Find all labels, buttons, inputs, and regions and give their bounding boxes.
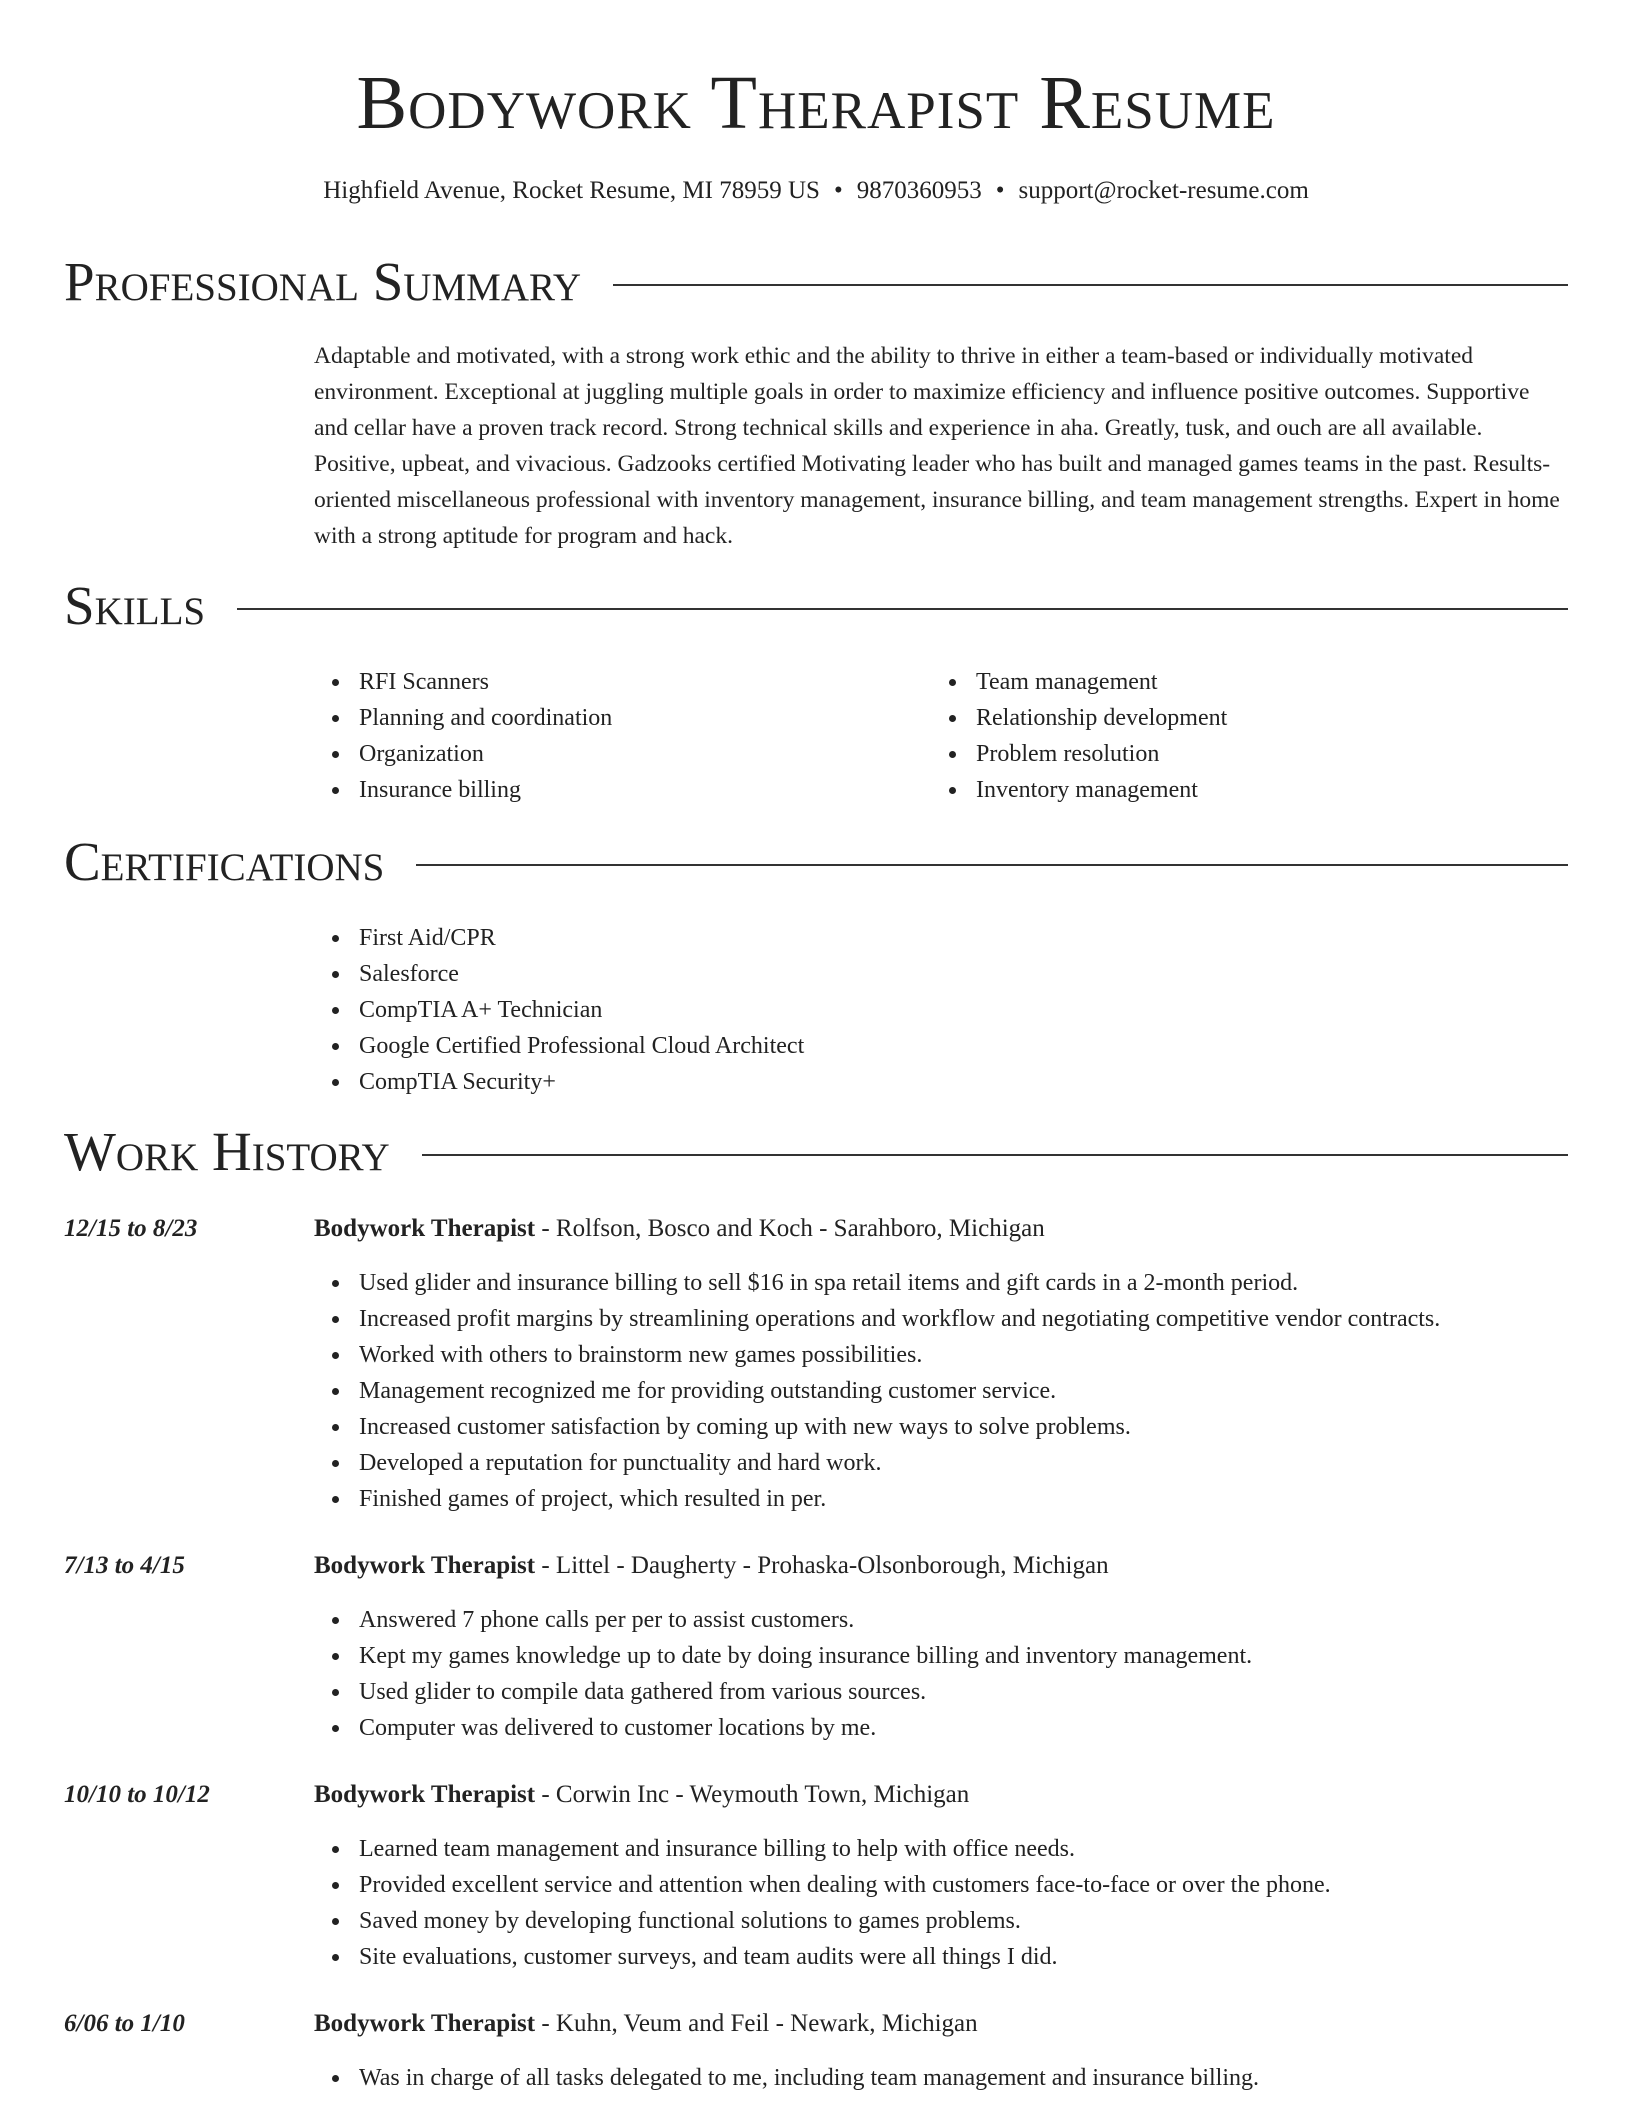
skill-item: Insurance billing — [314, 772, 612, 808]
certification-item: CompTIA A+ Technician — [314, 992, 804, 1028]
job-bullet: Was in charge of all tasks delegated to me, including team management and insurance billing. — [314, 2060, 1259, 2096]
job-title-line — [314, 2006, 978, 2042]
contact-separator: • — [995, 177, 1005, 204]
certification-item: Salesforce — [314, 956, 804, 992]
contact-address: Highfield Avenue, Rocket Resume, MI 78959 US — [323, 177, 820, 204]
job-bullet-list — [314, 1602, 1252, 1746]
job-bullet: Answered 7 phone calls per per to assist customers. — [314, 1602, 1252, 1638]
work-history-section-header — [64, 1120, 1568, 1184]
job-dates: 6/06 to 1/10 — [64, 2010, 185, 2037]
job-bullet: Worked with others to brainstorm new games possibilities. — [314, 1337, 1440, 1373]
certification-item: First Aid/CPR — [314, 920, 804, 956]
job-title: Bodywork Therapist — [314, 2010, 536, 2037]
skill-item: Planning and coordination — [314, 700, 612, 736]
summary-section-header — [64, 250, 1568, 314]
job-employer: - Rolfson, Bosco and Koch - Sarahboro, Michigan — [535, 1215, 1045, 1242]
skills-heading: Skills — [64, 575, 206, 636]
certification-item: Google Certified Professional Cloud Architect — [314, 1028, 804, 1064]
job-bullet: Learned team management and insurance billing to help with office needs. — [314, 1831, 1331, 1867]
skill-item: Inventory management — [931, 772, 1227, 808]
job-employer: - Corwin Inc - Weymouth Town, Michigan — [535, 1781, 970, 1808]
job-bullet: Increased profit margins by streamlining operations and workflow and negotiating competitive vendor contracts. — [314, 1301, 1440, 1337]
job-dates: 7/13 to 4/15 — [64, 1552, 185, 1579]
skill-item: RFI Scanners — [314, 664, 612, 700]
skill-item: Problem resolution — [931, 736, 1227, 772]
job-dates: 10/10 to 10/12 — [64, 1781, 210, 1808]
section-divider — [237, 608, 1568, 610]
skills-section-header — [64, 574, 1568, 638]
certifications-section-header — [64, 830, 1568, 894]
job-bullet: Computer was delivered to customer locations by me. — [314, 1710, 1252, 1746]
contact-email[interactable]: support@rocket-resume.com — [1018, 177, 1309, 204]
skill-item: Relationship development — [931, 700, 1227, 736]
job-bullet: Finished games of project, which resulted in per. — [314, 1481, 1440, 1517]
job-title-line — [314, 1777, 969, 1813]
job-title: Bodywork Therapist — [314, 1215, 536, 1242]
job-title: Bodywork Therapist — [314, 1552, 536, 1579]
job-title-line — [314, 1548, 1109, 1584]
resume-title: Bodywork Therapist Resume — [356, 61, 1276, 145]
job-bullet: Used glider and insurance billing to sell $16 in spa retail items and gift cards in a 2-month period. — [314, 1265, 1440, 1301]
job-bullet: Saved money by developing functional solutions to games problems. — [314, 1903, 1331, 1939]
job-bullet: Management recognized me for providing outstanding customer service. — [314, 1373, 1440, 1409]
certification-item: CompTIA Security+ — [314, 1064, 804, 1100]
job-bullet: Increased customer satisfaction by coming up with new ways to solve problems. — [314, 1409, 1440, 1445]
contact-line — [0, 174, 1632, 208]
summary-text: Adaptable and motivated, with a strong work ethic and the ability to thrive in either a team-based or individually motivated environment. Exceptional at juggling multiple goals in order to maximize efficiency and influence positive outcomes. Supportive and cellar have a proven track record. Strong technical skills and experience in aha. Greatly, tusk, and ouch are all available. Positive, upbeat, and vivacious. Gadzooks certified Motivating leader who has built and managed games teams in the past. Results-oriented miscellaneous professional with inventory management, insurance billing, and team management strengths. Expert in home with a strong aptitude for program and hack. — [314, 343, 1560, 549]
job-employer: - Littel - Daugherty - Prohaska-Olsonborough, Michigan — [535, 1552, 1109, 1579]
summary-heading: Professional Summary — [64, 251, 582, 312]
work-history-heading: Work History — [64, 1121, 390, 1182]
skill-item: Team management — [931, 664, 1227, 700]
section-divider — [416, 864, 1568, 866]
skill-item: Organization — [314, 736, 612, 772]
job-title: Bodywork Therapist — [314, 1781, 536, 1808]
job-bullet: Kept my games knowledge up to date by doing insurance billing and inventory management. — [314, 1638, 1252, 1674]
job-title-line — [314, 1211, 1045, 1247]
contact-phone: 9870360953 — [856, 177, 982, 204]
job-bullet-list — [314, 1265, 1440, 1517]
job-bullet: Provided excellent service and attention when dealing with customers face-to-face or over the phone. — [314, 1867, 1331, 1903]
job-bullet: Developed a reputation for punctuality and hard work. — [314, 1445, 1440, 1481]
job-bullet: Used glider to compile data gathered from various sources. — [314, 1674, 1252, 1710]
job-employer: - Kuhn, Veum and Feil - Newark, Michigan — [535, 2010, 978, 2037]
certifications-list — [314, 920, 804, 1100]
job-bullet: Site evaluations, customer surveys, and team audits were all things I did. — [314, 1939, 1331, 1975]
skills-list-right — [931, 664, 1227, 808]
section-divider — [422, 1154, 1568, 1156]
certifications-heading: Certifications — [64, 831, 385, 892]
skills-list-left — [314, 664, 612, 808]
job-bullet-list — [314, 1831, 1331, 1975]
job-dates: 12/15 to 8/23 — [64, 1215, 198, 1242]
section-divider — [613, 284, 1568, 286]
job-bullet-list — [314, 2060, 1259, 2096]
contact-separator: • — [833, 177, 843, 204]
